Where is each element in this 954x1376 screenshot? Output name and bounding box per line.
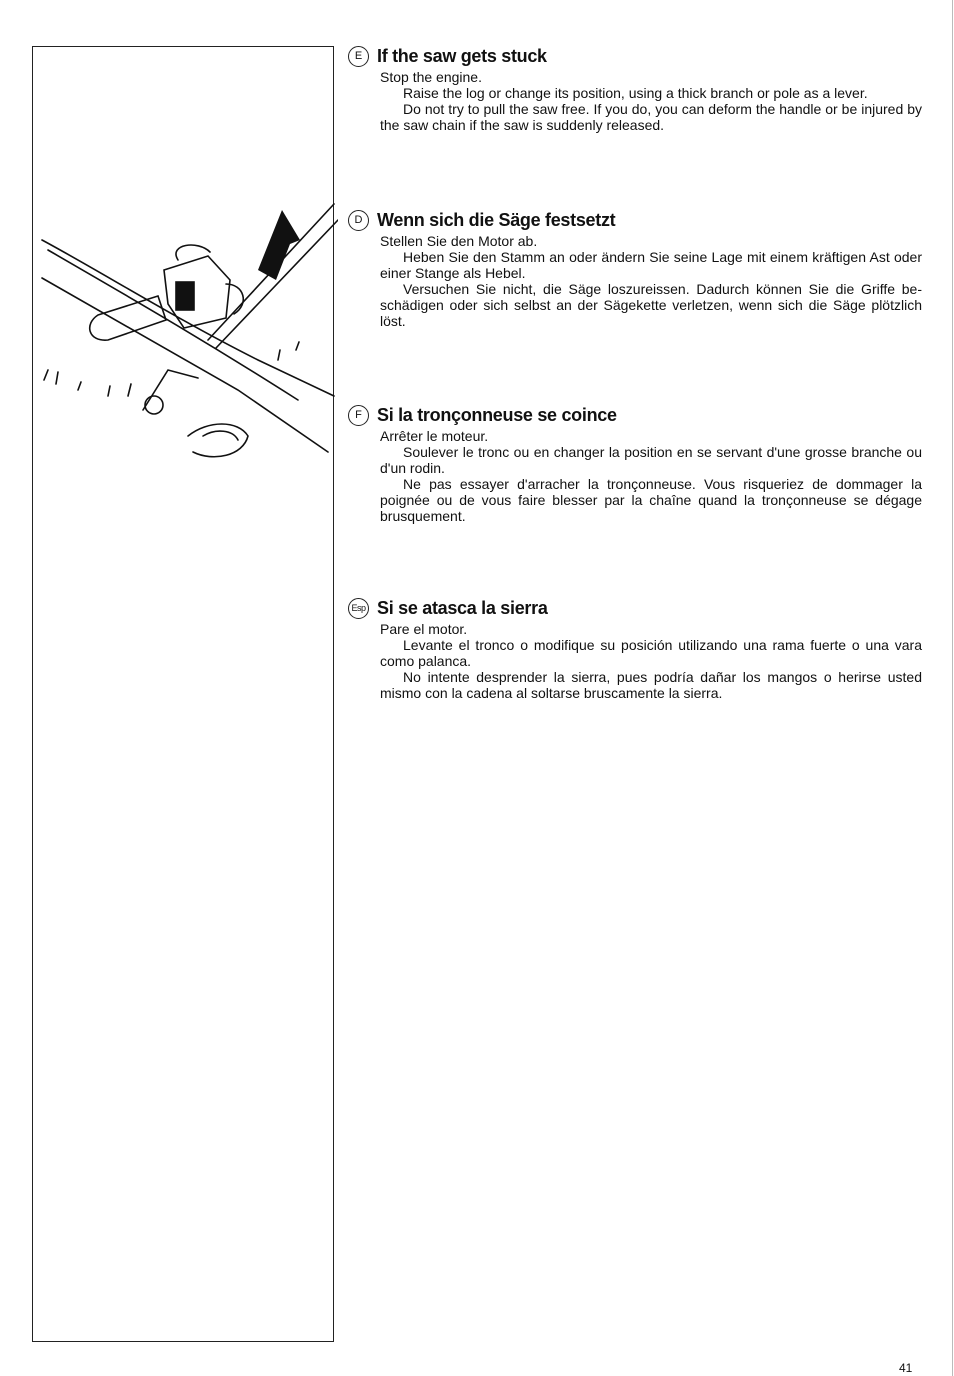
paragraph: Versuchen Sie nicht, die Säge loszureissen. Dadurch können Sie die Griffe be-schädigen oder sich selbst an der Sägekette verletzen, wenn sich die Säge plötzlich löst. bbox=[380, 281, 922, 329]
paragraph: Raise the log or change its position, using a thick branch or pole as a lever. bbox=[403, 85, 868, 101]
section-english bbox=[350, 46, 922, 133]
language-badge-icon: E bbox=[348, 46, 369, 67]
section-heading bbox=[348, 598, 922, 619]
paragraph: Levante el tronco o modifique su posición utilizando una rama fuerte o una vara como palanca. bbox=[380, 637, 922, 669]
language-badge-icon: F bbox=[348, 405, 369, 426]
lead-text: Stop the engine. bbox=[380, 69, 482, 85]
lead-text: Arrêter le moteur. bbox=[380, 428, 489, 444]
paragraph: Soulever le tronc ou en changer la position en se servant d'une grosse branche ou d'un rodin. bbox=[380, 444, 922, 476]
page-number: 41 bbox=[899, 1361, 913, 1375]
language-badge-icon: D bbox=[348, 210, 369, 231]
section-heading bbox=[348, 405, 922, 426]
lead-text: Pare el motor. bbox=[380, 621, 468, 637]
paragraph: Heben Sie den Stamm an oder ändern Sie seine Lage mit einem kräftigen Ast oder einer Stange als Hebel. bbox=[380, 249, 922, 281]
section-title: Si la tronçonneuse se coince bbox=[377, 405, 617, 425]
section-french bbox=[350, 405, 922, 524]
section-spanish bbox=[350, 598, 922, 701]
section-german bbox=[350, 210, 922, 329]
section-heading bbox=[348, 210, 922, 231]
paragraph: Ne pas essayer d'arracher la tronçonneuse. Vous risqueriez de dommager la poignée ou de vous faire blesser par la chaîne quand la tronçonneuse se dégage brusquement. bbox=[380, 476, 922, 524]
paragraph: No intente desprender la sierra, pues podría dañar los mangos o herirse usted mismo con la cadena al soltarse bruscamente la sierra. bbox=[380, 669, 922, 701]
chainsaw-stuck-illustration bbox=[38, 200, 338, 470]
section-title: If the saw gets stuck bbox=[377, 46, 547, 66]
section-heading bbox=[348, 46, 922, 67]
section-title: Si se atasca la sierra bbox=[377, 598, 548, 618]
section-title: Wenn sich die Säge festsetzt bbox=[377, 210, 616, 230]
language-badge-icon: Esp bbox=[348, 598, 369, 619]
page-edge bbox=[952, 0, 953, 1376]
lead-text: Stellen Sie den Motor ab. bbox=[380, 233, 538, 249]
paragraph: Do not try to pull the saw free. If you do, you can deform the handle or be injured by the saw chain if the saw is suddenly released. bbox=[380, 101, 922, 133]
